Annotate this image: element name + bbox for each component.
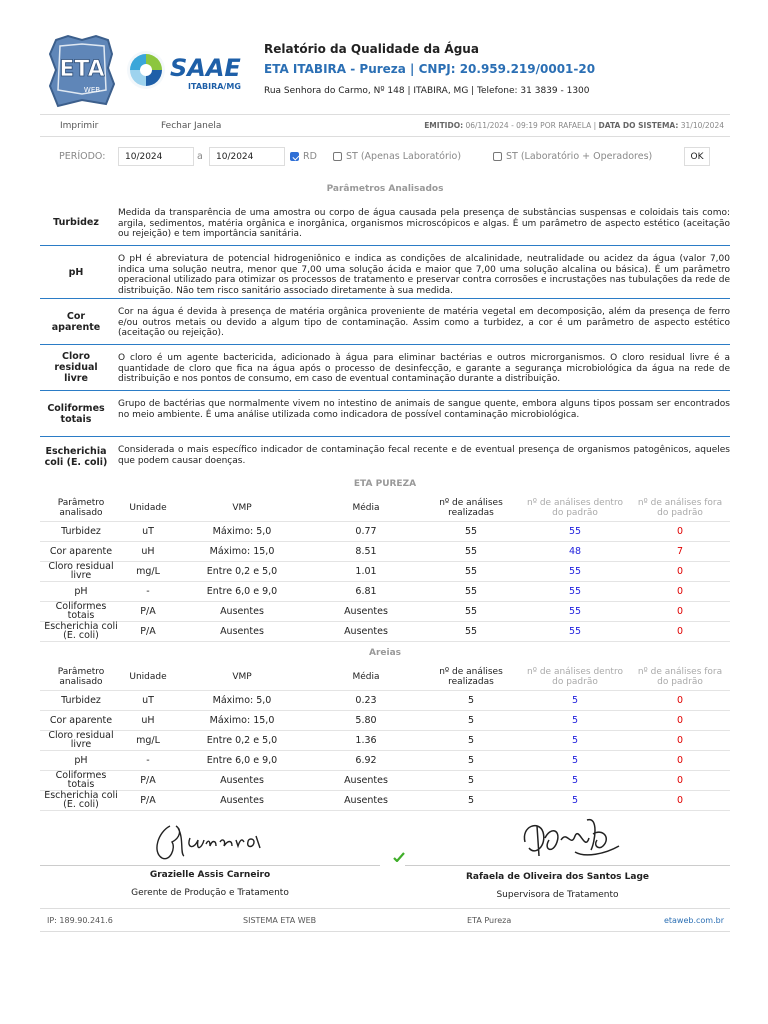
check-mark-icon: [393, 852, 405, 862]
emission-info: EMITIDO: 06/11/2024 - 09:19 POR RAFAELA | DATA DO SISTEMA: 31/10/2024: [424, 121, 724, 130]
param-name: Cloro residual livre: [54, 351, 98, 384]
column-header: Unidade: [129, 671, 167, 682]
param-row: [40, 345, 730, 391]
period-separator: a: [197, 151, 203, 162]
table-cell: 0: [630, 710, 730, 730]
table-cell: 1.01: [310, 561, 422, 581]
table-cell: mg/L: [122, 730, 174, 750]
table-cell: 5.80: [310, 710, 422, 730]
ok-button[interactable]: OK: [684, 147, 710, 166]
param-row: [40, 299, 730, 345]
table-cell: 55: [520, 521, 630, 541]
table-cell: Ausentes: [310, 621, 422, 641]
table-cell: 55: [422, 521, 520, 541]
table-cell: 55: [422, 601, 520, 621]
report-address: Rua Senhora do Carmo, Nº 148 | ITABIRA, MG | Telefone: 31 3839 - 1300: [264, 86, 590, 96]
table-row: [40, 521, 730, 541]
table-cell: 0: [630, 730, 730, 750]
table-title-eta-pureza: ETA PUREZA: [353, 479, 417, 489]
params-list: [40, 200, 730, 477]
table-cell: Cor aparente: [40, 710, 122, 730]
table-cell: 0.77: [310, 521, 422, 541]
signature-image-grazielle: [150, 818, 270, 864]
table-cell: 5: [422, 790, 520, 810]
param-name: Coliformes totais: [47, 402, 105, 425]
table-cell: uT: [122, 521, 174, 541]
print-link[interactable]: Imprimir: [60, 121, 99, 131]
table-cell: 0: [630, 561, 730, 581]
eta-web-logo: [46, 34, 118, 108]
table-cell: Entre 6,0 e 9,0: [174, 750, 310, 770]
period-from-input[interactable]: [118, 147, 194, 166]
checkbox-checked-icon: [290, 152, 299, 161]
table-cell: 5: [422, 750, 520, 770]
column-header: nº de análises dentro do padrão: [527, 666, 623, 687]
table-row: [40, 710, 730, 730]
param-row: [40, 200, 730, 246]
table-cell: 7: [630, 541, 730, 561]
table-cell: 55: [422, 581, 520, 601]
table-cell: Escherichia coli (E. coli): [40, 790, 122, 810]
footer-site-link[interactable]: etaweb.com.br: [663, 916, 724, 925]
table-cell: 55: [520, 601, 630, 621]
table-row: [40, 581, 730, 601]
footer-ip: IP: 189.90.241.6: [47, 916, 113, 925]
signature-image-rafaela: [515, 812, 625, 866]
param-description: Grupo de bactérias que normalmente vivem no intestino de animais de sangue quente, embora alguns tipos possam ser encontrados no meio ambiente. É uma análise utilizada como indicadora de possível contaminação microbiológica.: [118, 399, 730, 420]
results-table-eta-pureza: [40, 495, 730, 642]
table-cell: 0: [630, 601, 730, 621]
report-header: [40, 34, 730, 110]
param-row: [40, 437, 730, 477]
report-title: Relatório da Qualidade da Água: [264, 42, 479, 56]
table-cell: mg/L: [122, 561, 174, 581]
table-cell: Entre 0,2 e 5,0: [174, 561, 310, 581]
column-header: VMP: [232, 671, 252, 682]
table-cell: 6.81: [310, 581, 422, 601]
column-header: Média: [352, 671, 380, 682]
param-row: [40, 391, 730, 437]
page-footer: [40, 908, 730, 932]
column-header: VMP: [232, 502, 252, 513]
table-cell: 55: [520, 621, 630, 641]
param-name: Cor aparente: [51, 310, 101, 333]
column-header: Média: [352, 502, 380, 513]
param-name: Turbidez: [53, 217, 99, 228]
table-cell: Cloro residual livre: [40, 561, 122, 581]
table-cell: 5: [520, 790, 630, 810]
table-cell: Máximo: 15,0: [174, 541, 310, 561]
signature-line-left: [40, 865, 380, 866]
table-cell: Turbidez: [40, 690, 122, 710]
checkbox-empty-icon: [493, 152, 502, 161]
param-description: Medida da transparência de uma amostra ou corpo de água causada pela presença de substâncias suspensas e coloidais tais como: argila, sedimentos, matéria orgânica e inorgânica, organismos microscópicos e algas. É um parâmetro de aspecto estético (aceitação ou rejeição) e tem importância sanitária.: [118, 208, 730, 239]
table-cell: pH: [40, 750, 122, 770]
table-cell: P/A: [122, 621, 174, 641]
param-description: O cloro é um agente bactericida, adicionado à água para eliminar bactérias e outros microrganismos. O cloro residual livre é a quantidade de cloro que fica na água após o processo de desinfecção, e garante a segurança microbiológica da água na rede de distribuição e nos pontos de consumo, em caso de eventual contaminação durante a distribuição.: [118, 353, 730, 384]
table-cell: 0: [630, 770, 730, 790]
table-cell: 5: [422, 690, 520, 710]
signature-block-rafaela: Rafaela de Oliveira dos Santos Lage Supervisora de Tratamento: [466, 872, 649, 900]
svg-text:SAAE: SAAE: [170, 54, 241, 82]
table-cell: 5: [520, 750, 630, 770]
table-row: [40, 621, 730, 641]
table-cell: 55: [422, 541, 520, 561]
table-cell: 0: [630, 621, 730, 641]
table-cell: 5: [520, 730, 630, 750]
table-row: [40, 750, 730, 770]
table-cell: 55: [422, 621, 520, 641]
table-cell: 0: [630, 581, 730, 601]
table-cell: 48: [520, 541, 630, 561]
signature-line-right: [405, 865, 730, 866]
table-cell: -: [122, 750, 174, 770]
table-cell: uH: [122, 541, 174, 561]
table-cell: 55: [520, 581, 630, 601]
table-cell: Entre 6,0 e 9,0: [174, 581, 310, 601]
table-cell: 0: [630, 750, 730, 770]
table-cell: 55: [520, 561, 630, 581]
saae-logo: [124, 48, 258, 92]
table-row: [40, 730, 730, 750]
param-row: [40, 246, 730, 299]
report-subtitle: ETA ITABIRA - Pureza | CNPJ: 20.959.219/0001-20: [264, 62, 596, 76]
table-cell: P/A: [122, 770, 174, 790]
close-window-link[interactable]: Fechar Janela: [161, 121, 222, 131]
table-cell: Máximo: 5,0: [174, 521, 310, 541]
table-cell: Cor aparente: [40, 541, 122, 561]
column-header: nº de análises realizadas: [439, 497, 503, 518]
param-description: Considerada o mais específico indicador de contaminação fecal recente e de eventual presença de organismos patogênicos, aqueles que podem causar doenças.: [118, 445, 730, 466]
column-header: nº de análises fora do padrão: [637, 666, 723, 687]
table-row: [40, 790, 730, 810]
table-cell: Entre 0,2 e 5,0: [174, 730, 310, 750]
table-row: [40, 690, 730, 710]
footer-system: SISTEMA ETA WEB: [243, 916, 317, 925]
table-cell: Ausentes: [310, 770, 422, 790]
period-filter: [40, 145, 730, 167]
column-header: nº de análises realizadas: [439, 666, 503, 687]
table-cell: Escherichia coli (E. coli): [40, 621, 122, 641]
table-cell: 0.23: [310, 690, 422, 710]
table-cell: Ausentes: [310, 790, 422, 810]
table-cell: uT: [122, 690, 174, 710]
table-header-row: [40, 664, 730, 690]
table-cell: Turbidez: [40, 521, 122, 541]
table-cell: Ausentes: [174, 601, 310, 621]
table-cell: Ausentes: [174, 770, 310, 790]
table-cell: Ausentes: [310, 601, 422, 621]
table-cell: 0: [630, 790, 730, 810]
table-cell: 1.36: [310, 730, 422, 750]
period-label: PERÍODO:: [59, 151, 106, 162]
table-cell: Cloro residual livre: [40, 730, 122, 750]
table-cell: uH: [122, 710, 174, 730]
params-section-title: Parâmetros Analisados: [326, 184, 444, 194]
signature-block-grazielle: Grazielle Assis Carneiro Gerente de Produção e Tratamento: [131, 870, 289, 898]
table-cell: Ausentes: [174, 790, 310, 810]
results-table-areias: [40, 664, 730, 811]
table-cell: 5: [422, 770, 520, 790]
table-cell: Coliformes totais: [40, 601, 122, 621]
table-row: [40, 541, 730, 561]
svg-text:ETA: ETA: [59, 57, 105, 82]
table-row: [40, 561, 730, 581]
period-to-input[interactable]: [209, 147, 285, 166]
param-description: O pH é abreviatura de potencial hidrogeniônico e indica as condições de alcalinidade, neutralidade ou acidez da água (valor 7,00 indica uma solução neutra, menor que 7,00 uma solução ácida e maior que 7,00 uma solução alcalina ou básica). É um parâmetro operacional utilizado para otimizar os processos de tratamento e preservar contra corrosões e incrustações nas tubulações da rede de distribuição. Não tem risco sanitário associado diretamente à sua medida.: [118, 254, 730, 296]
table-cell: Ausentes: [174, 621, 310, 641]
table-cell: Máximo: 15,0: [174, 710, 310, 730]
table-row: [40, 770, 730, 790]
table-cell: 5: [422, 710, 520, 730]
table-cell: -: [122, 581, 174, 601]
table-cell: P/A: [122, 790, 174, 810]
table-cell: P/A: [122, 601, 174, 621]
column-header: nº de análises dentro do padrão: [527, 497, 623, 518]
table-row: [40, 601, 730, 621]
table-cell: 0: [630, 521, 730, 541]
param-description: Cor na água é devida à presença de matéria orgânica proveniente de matéria vegetal em decomposição, além da presença de ferro e/ou outros metais ou devido a algum tipo de contaminação. Assim como a turbidez, a cor é um parâmetro de aspecto estético (aceitação ou rejeição).: [118, 307, 730, 338]
column-header: Parâmetro analisado: [57, 666, 105, 687]
table-cell: pH: [40, 581, 122, 601]
table-title-areias: Areias: [368, 648, 402, 658]
table-cell: 8.51: [310, 541, 422, 561]
footer-eta: ETA Pureza: [467, 916, 512, 925]
svg-text:WEB: WEB: [83, 86, 101, 94]
rd-checkbox[interactable]: RD: [290, 151, 317, 162]
table-cell: 5: [520, 770, 630, 790]
checkbox-empty-icon: [333, 152, 342, 161]
st-lab-checkbox[interactable]: ST (Apenas Laboratório): [333, 151, 461, 162]
table-cell: 0: [630, 690, 730, 710]
column-header: Unidade: [129, 502, 167, 513]
st-lab-op-checkbox[interactable]: ST (Laboratório + Operadores): [493, 151, 652, 162]
table-cell: 6.92: [310, 750, 422, 770]
table-cell: 55: [422, 561, 520, 581]
param-name: pH: [68, 266, 84, 278]
table-cell: 5: [520, 710, 630, 730]
table-cell: Máximo: 5,0: [174, 690, 310, 710]
svg-text:ITABIRA/MG: ITABIRA/MG: [188, 82, 241, 91]
column-header: Parâmetro analisado: [57, 497, 105, 518]
param-name: Escherichia coli (E. coli): [44, 446, 108, 468]
column-header: nº de análises fora do padrão: [637, 497, 723, 518]
table-header-row: [40, 495, 730, 521]
table-cell: 5: [422, 730, 520, 750]
toolbar: [40, 114, 730, 137]
table-cell: 5: [520, 690, 630, 710]
table-cell: Coliformes totais: [40, 770, 122, 790]
